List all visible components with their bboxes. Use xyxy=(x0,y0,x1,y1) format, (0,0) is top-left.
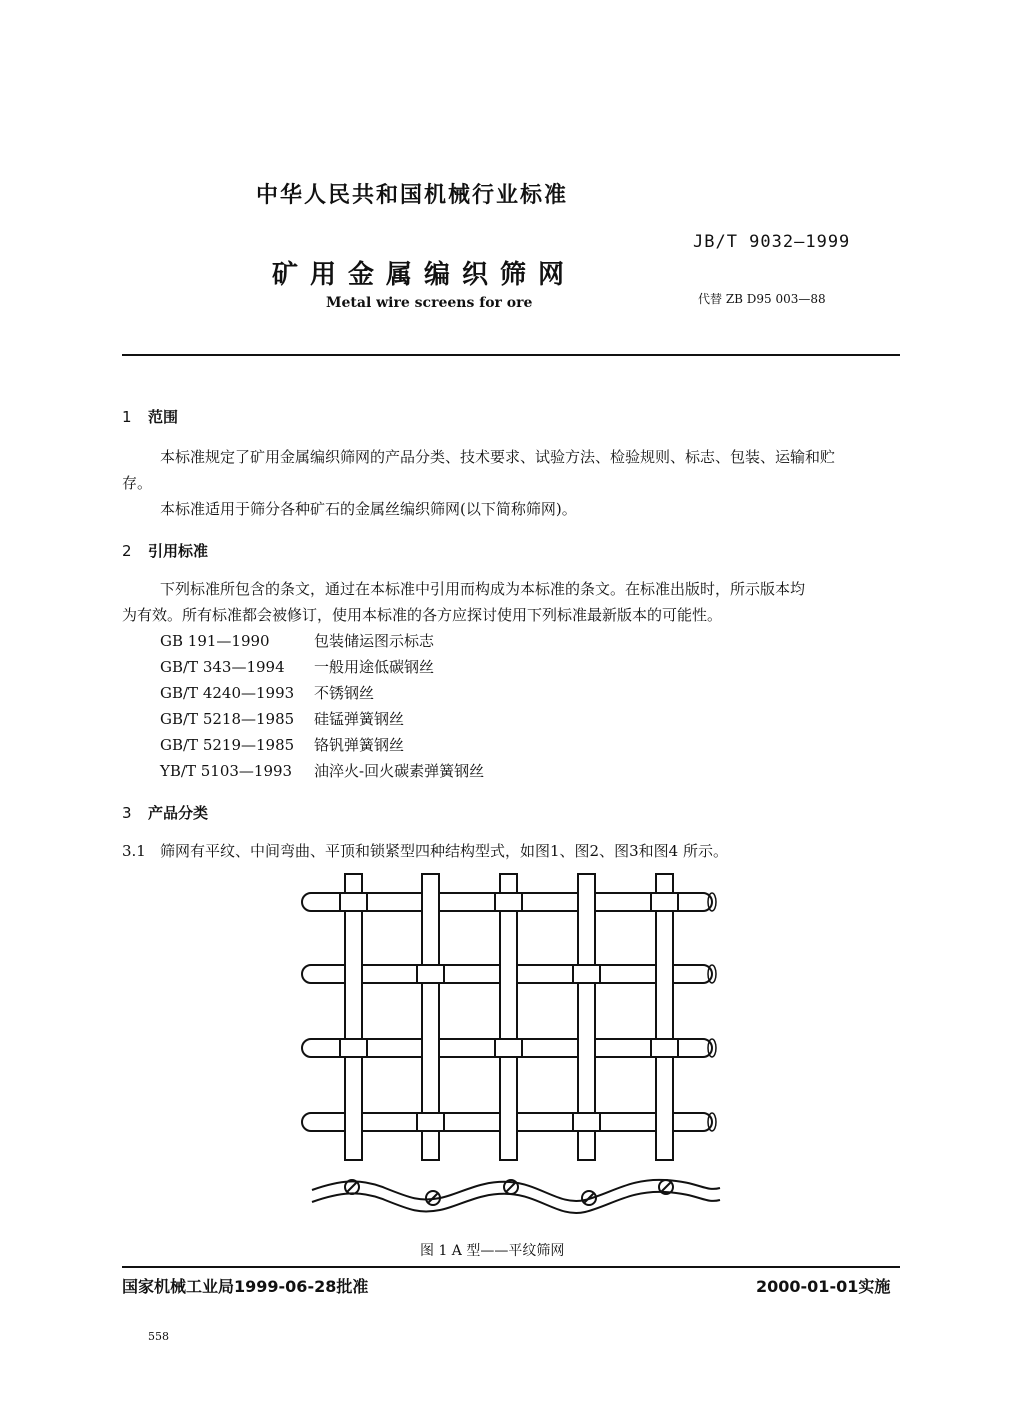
reference-item: GB/T 5218—1985 硅锰弹簧钢丝 xyxy=(160,710,405,728)
vertical-wire xyxy=(500,874,517,1160)
document-title: 矿用金属编织筛网 xyxy=(272,260,577,290)
approval-date: 国家机械工业局1999-06-28批准 xyxy=(122,1277,369,1296)
section-2-number: 2 xyxy=(122,542,132,560)
clause-text: 筛网有平纹、中间弯曲、平顶和锁紧型四种结构型式，如图1、图2、图3和图4 所示。 xyxy=(160,842,728,860)
weave-over xyxy=(417,965,444,983)
section-2-para-line1: 下列标准所包含的条文，通过在本标准中引用而构成为本标准的条文。在标准出版时，所示版本均 xyxy=(160,580,806,598)
weave-over xyxy=(340,1039,367,1057)
standard-number: JB/T 9032—1999 xyxy=(693,232,851,252)
section-2-para-line2: 为有效。所有标准都会被修订，使用本标准的各方应探讨使用下列标准最新版本的可能性。 xyxy=(122,606,723,624)
footer-divider xyxy=(122,1266,900,1268)
section-1-para2: 本标准适用于筛分各种矿石的金属丝编织筛网(以下简称筛网)。 xyxy=(160,500,577,518)
section-3-number: 3 xyxy=(122,804,132,822)
weave-over xyxy=(651,893,678,911)
weave-over xyxy=(651,1039,678,1057)
vertical-wire xyxy=(656,874,673,1160)
reference-item: GB 191—1990 包装储运图示标志 xyxy=(160,632,435,650)
weave-over xyxy=(573,965,600,983)
weave-over xyxy=(573,1113,600,1131)
section-1-para1-line1: 本标准规定了矿用金属编织筛网的产品分类、技术要求、试验方法、检验规则、标志、包装、运输和贮 xyxy=(160,448,836,466)
weave-over xyxy=(495,1039,522,1057)
section-1-number: 1 xyxy=(122,408,132,426)
replaces-note: 代替 ZB D95 003—88 xyxy=(698,292,826,306)
figure-1-cross-section xyxy=(312,1180,720,1213)
figure-1-caption: 图 1 A 型——平纹筛网 xyxy=(420,1243,565,1259)
implementation-date: 2000-01-01实施 xyxy=(756,1277,891,1296)
clause-number: 3.1 xyxy=(122,842,146,860)
section-2-title: 引用标准 xyxy=(148,542,209,560)
page-number: 558 xyxy=(148,1330,169,1343)
weave-over xyxy=(417,1113,444,1131)
reference-item: YB/T 5103—1993 油淬火-回火碳素弹簧钢丝 xyxy=(160,762,485,780)
vertical-wire xyxy=(345,874,362,1160)
section-1-para1-line2: 存。 xyxy=(122,474,153,492)
reference-item: GB/T 343—1994 一般用途低碳钢丝 xyxy=(160,658,435,676)
weave-over xyxy=(340,893,367,911)
section-3-title: 产品分类 xyxy=(148,804,209,822)
document-subtitle: Metal wire screens for ore xyxy=(326,295,533,311)
reference-item: GB/T 4240—1993 不锈钢丝 xyxy=(160,684,375,702)
section-1-title: 范围 xyxy=(148,408,179,426)
weave-over xyxy=(495,893,522,911)
standard-category: 中华人民共和国机械行业标准 xyxy=(256,183,569,208)
reference-item: GB/T 5219—1985 铬钒弹簧钢丝 xyxy=(160,736,405,754)
